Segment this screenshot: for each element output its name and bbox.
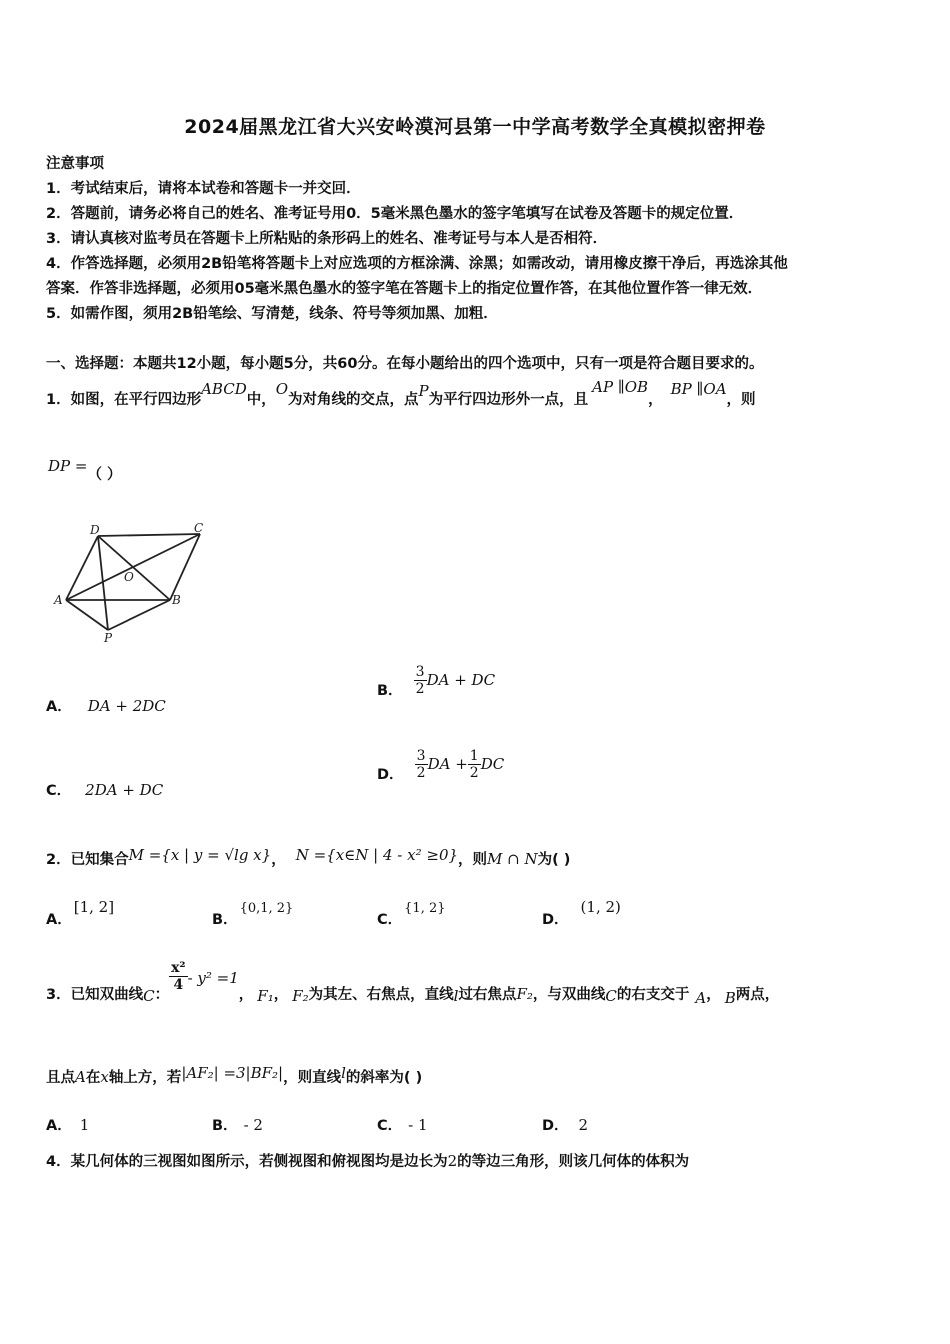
parallelogram-figure [52, 520, 212, 645]
note-item-1: 1．考试结束后，请将本试卷和答题卡一并交回． [46, 181, 361, 197]
q3-l2-text-2: 在 [85, 1070, 101, 1086]
option-value: - 1 [408, 1116, 428, 1134]
q1-option-c[interactable] [46, 779, 163, 800]
q2-math-n: N ={x∈N | 4 - x² ≥0} [295, 846, 459, 864]
q3-math-c: C [143, 986, 155, 1005]
option-letter: C． [377, 912, 403, 928]
q1-option-a[interactable] [46, 695, 166, 716]
q3-math-b: B [724, 988, 736, 1007]
q1-text-5: ， [648, 392, 663, 408]
q2-math-mn: M ∩ N [487, 850, 538, 868]
q3-l2-math-a: A [75, 1068, 86, 1086]
note-item-2: 2．答题前，请务必将自己的姓名、准考证号用0．5毫米黑色墨水的签字笔填写在试卷及答题卡的规定位置． [46, 206, 744, 222]
q3-math-f2b: F₂ [516, 984, 533, 1003]
note-item-5: 5．如需作图，须用2B铅笔绘、写清楚，线条、符号等须加黑、加粗． [46, 306, 498, 322]
option-letter: D． [542, 1118, 569, 1134]
option-letter: B． [212, 1118, 238, 1134]
q3-l2-text-4: ，则直线 [283, 1070, 342, 1086]
q1-text-3: 为对角线的交点，点 [288, 392, 419, 408]
option-letter: A． [46, 1118, 72, 1134]
fig-label-p: P [104, 631, 113, 645]
q4-text-2: 的等边三角形，则该几何体的体积为 [457, 1154, 690, 1170]
q1-text-1: 1．如图，在平行四边形 [46, 392, 202, 408]
q1-text-4: 为平行四边形外一点，且 [428, 392, 589, 408]
q1-option-d[interactable] [377, 748, 504, 781]
option-value: {0,1, 2} [239, 901, 294, 916]
q4-math-2: 2 [447, 1152, 458, 1170]
q3-text-2: ： [154, 986, 170, 1003]
note-item-3: 3．请认真核对监考员在答题卡上所粘贴的条形码上的姓名、准考证号与本人是否相符． [46, 231, 608, 247]
q1-math-dp: DP = [48, 457, 88, 475]
option-value: [1, 2] [73, 898, 115, 916]
page-title: 2024届黑龙江省大兴安岭漠河县第一中学高考数学全真模拟密押卷 [184, 116, 766, 138]
q3-text-5: 为其左、右焦点，直线 [308, 986, 454, 1003]
option-letter: C． [46, 783, 72, 799]
q1-math-abcd: ABCD [201, 380, 247, 398]
q3-l2-text-3: 轴上方，若 [108, 1070, 182, 1086]
q1-math-bp-oa: BP ∥OA [670, 380, 727, 398]
section-heading: 一、选择题：本题共12小题，每小题5分，共60分。在每小题给出的四个选项中，只有一项是符合题目要求的。 [46, 356, 764, 372]
option-value: 1 [79, 1116, 90, 1134]
q3-l2-math-ratio: |AF₂| =3|BF₂| [181, 1064, 284, 1082]
q3-text-7: ，与双曲线 [532, 986, 606, 1003]
option-value: DA + DC [426, 671, 496, 689]
q4-text-1: 4．某几何体的三视图如图所示，若侧视图和俯视图均是边长为 [46, 1154, 448, 1170]
q1-math-o: O [275, 380, 289, 398]
q2-stem [46, 848, 570, 869]
q3-fraction: $\frac{\text{x²}}{4}$ [171, 960, 186, 993]
note-item-4-cont: 答案．作答非选择题，必须用05毫米黑色墨水的签字笔在答题卡上的指定位置作答，在其他位置作答一律无效． [46, 281, 763, 297]
option-fraction: $\frac{3}{2}$ [416, 748, 426, 781]
option-letter: C． [377, 1118, 403, 1134]
option-fraction-2: $\frac{1}{2}$ [469, 748, 479, 781]
q2-option-c[interactable] [377, 896, 446, 928]
option-letter: D． [542, 912, 569, 928]
notes-heading: 注意事项 [46, 156, 104, 172]
q3-stem [46, 960, 780, 1007]
fig-label-b: B [172, 593, 181, 607]
q3-math-a: A [695, 988, 707, 1007]
option-letter: B． [212, 912, 238, 928]
q3-math-eq: - y² =1 [187, 968, 239, 987]
q4-stem [46, 1150, 689, 1171]
option-value-2: DC [480, 755, 505, 773]
q3-text-9: ， [706, 986, 721, 1003]
q3-l2-math-x: x [100, 1068, 109, 1086]
q3-option-d[interactable] [542, 1114, 588, 1135]
q3-text-10: 两点， [735, 986, 780, 1003]
option-value: - 2 [243, 1116, 263, 1134]
option-letter: A． [46, 912, 72, 928]
q3-l2-text-5: 的斜率为( ) [345, 1070, 423, 1086]
q3-text-3: ， [238, 986, 254, 1003]
q2-text-2: ， [271, 852, 286, 868]
q3-text-6: 过右焦点 [458, 986, 517, 1003]
q3-math-f1: F₁ [257, 986, 274, 1005]
option-value: 2DA + DC [85, 781, 164, 799]
option-value: (1, 2) [580, 898, 621, 916]
q2-text-4: 为( ) [537, 852, 571, 868]
q2-text-3: ，则 [458, 852, 488, 868]
q3-stem-line2 [46, 1066, 422, 1087]
fig-label-c: C [194, 521, 204, 535]
q3-l2-math-l: l [341, 1064, 346, 1082]
q3-text-4: ， [273, 986, 289, 1003]
q3-option-c[interactable] [377, 1114, 428, 1135]
q2-text-1: 2．已知集合 [46, 852, 129, 868]
q3-math-c2: C [605, 986, 617, 1005]
q2-option-a[interactable] [46, 896, 115, 928]
q2-option-d[interactable] [542, 896, 621, 928]
q1-stem [46, 378, 756, 409]
option-value: 2 [578, 1116, 589, 1134]
q3-option-b[interactable] [212, 1114, 263, 1135]
q1-math-ap-ob: AP ∥OB [592, 378, 649, 396]
option-letter: A． [46, 699, 72, 715]
q1-math-p: P [418, 382, 429, 400]
fig-label-d: D [90, 523, 100, 537]
fig-label-a: A [54, 593, 63, 607]
q1-text-6: ，则 [726, 392, 756, 408]
option-value: {1, 2} [404, 901, 446, 916]
q3-text-1: 3．已知双曲线 [46, 986, 144, 1003]
q3-text-8: 的右支交于 [616, 986, 690, 1003]
option-value: DA + [427, 755, 468, 773]
q3-l2-text-1: 且点 [46, 1070, 75, 1086]
q2-math-m: M ={x | y = √lg x} [128, 846, 272, 864]
option-letter: D． [377, 767, 404, 783]
q3-option-a[interactable] [46, 1114, 89, 1135]
q1-text-2: 中， [246, 392, 276, 408]
q1-option-b[interactable] [377, 664, 495, 697]
q2-option-b[interactable] [212, 896, 294, 928]
option-value: DA + 2DC [87, 697, 166, 715]
q1-stem-line2 [48, 455, 122, 483]
q3-math-l: l [453, 986, 459, 1005]
option-fraction: $\frac{3}{2}$ [415, 664, 425, 697]
q3-math-f2: F₂ [292, 986, 309, 1005]
fig-label-o: O [124, 570, 134, 584]
option-letter: B． [377, 683, 403, 699]
note-item-4: 4．作答选择题，必须用2B铅笔将答题卡上对应选项的方框涂满、涂黑；如需改动，请用橡皮擦干净后，再选涂其他 [46, 256, 788, 272]
q1-blank: （ ） [87, 467, 122, 483]
